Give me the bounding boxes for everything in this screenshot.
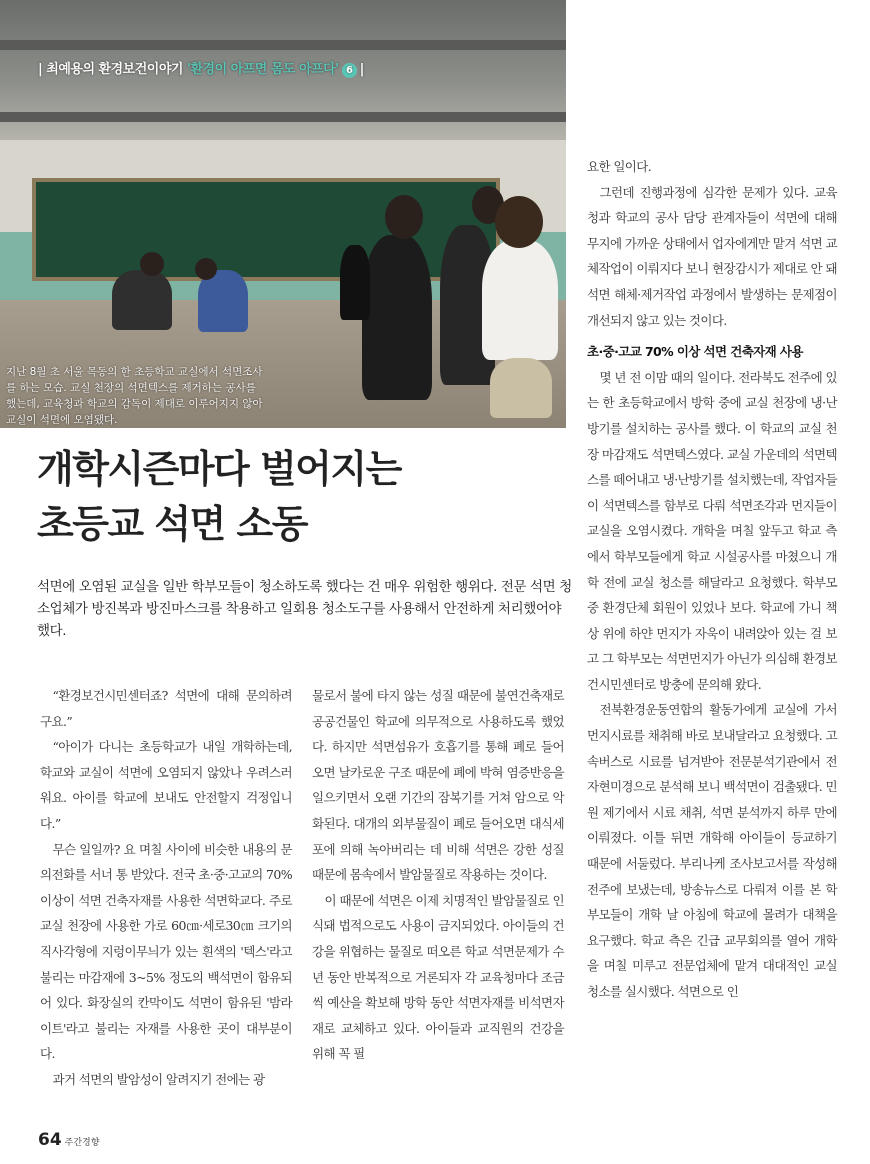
photo-blackboard — [32, 178, 500, 281]
photo-person-head — [385, 195, 423, 239]
body-paragraph: 이 때문에 석면은 이제 치명적인 발암물질로 인식돼 법적으로도 사용이 금지되었다. 아이들의 건강을 위협하는 물질로 떠오른 학교 석면문제가 수년 동안 반복적으로 거론되자 각 교육청마다 조금씩 예산을 확보해 방학 동안 석면자재를 비석면자재로 교체하고 있다. 아이들과 교직원의 건강을 위해 꼭 필 — [312, 892, 564, 1062]
photo-ceiling-beam — [0, 112, 566, 122]
series-divider: | — [38, 62, 47, 77]
headline — [37, 442, 401, 552]
series-prefix: 최예용의 환경보건이야기 — [46, 62, 183, 77]
body-paragraph: 그런데 진행과정에 심각한 문제가 있다. 교육청과 학교의 공사 담당 관계자들이 석면에 대해 무지에 가까운 상태에서 업자에게만 맡겨 석면 교체작업이 이뤄지다 보니 현장감시가 제대로 안 돼 석면 해체·제거작업 과정에서 발생하는 문제점이 개선되지 않고 있는 것이다. — [587, 184, 837, 328]
photo-ceiling-beam — [0, 40, 566, 50]
body-paragraph: “환경보건시민센터죠? 석면에 대해 문의하려구요.” — [40, 688, 292, 729]
photo-person — [112, 270, 172, 330]
section-subhead: 초·중·고교 70% 이상 석면 건축자재 사용 — [587, 344, 803, 360]
series-subtitle: '환경이 아프면 몸도 아프다' — [186, 62, 339, 77]
body-column-1 — [40, 683, 292, 1093]
body-paragraph: 무슨 일일까? 요 며칠 사이에 비슷한 내용의 문의전화를 서너 통 받았다. 전국 초·중·고교의 70% 이상이 석면 건축자재를 사용한 석면학교다. 주로 교실 천장에 사용한 가로 60㎝·세로30㎝ 크기의 직사각형에 지렁이무늬가 있는 흰색의 '텍스'라고 불리는 마감재에 3~5% 정도의 백석면이 함유되어 있다. 화장실의 칸막이도 석면이 함유된 '밤라이트'라고 불리는 자재를 사용한 곳이 대부분이다. — [40, 841, 292, 1062]
body-paragraph: 몇 년 전 이맘 때의 일이다. 전라북도 전주에 있는 한 초등학교에서 방학 중에 교실 천장에 냉·난방기를 설치하는 공사를 했다. 이 학교의 교실 천장 마감재도 석면텍스였다. 교실 가운데의 석면텍스를 떼어내고 냉·난방기를 설치했는데, 작업자들이 석면텍스를 함부로 다뤄 석면조각과 먼지들이 교실을 오염시켰다. 개학을 며칠 앞두고 학교 측에서 학부모들에게 학교 시설공사를 마쳤으니 개학 전에 교실 청소를 해달라고 요청했다. 학부모 중 환경단체 회원이 있었나 보다. 학교에 가니 책상 위에 하얀 먼지가 자욱이 내려앉아 있는 걸 보고 그 학부모는 석면먼지가 아닌가 의심해 환경보건시민센터로 방충에 문의해 왔다. — [587, 369, 837, 692]
body-paragraph: “아이가 다니는 초등학교가 내일 개학하는데, 학교와 교실이 석면에 오염되지 않았나 우려스러워요. 아이를 학교에 보내도 안전할지 걱정입니다.” — [40, 739, 292, 831]
page-footer — [38, 1130, 99, 1150]
photo-umbrella — [340, 245, 370, 320]
photo-person — [482, 240, 558, 360]
photo-caption: 지난 8월 초 서울 목동의 한 초등학교 교실에서 석면조사를 하는 모습. 교실 천장의 석면텍스를 제거하는 공사를 했는데, 교육청과 학교의 감독이 제대로 이루어지지 않아 교실이 석면에 오염됐다. — [6, 366, 263, 426]
headline-line-1: 개학시즌마다 벌어지는 — [37, 447, 401, 491]
photo-person-head — [495, 196, 543, 248]
body-paragraph: 전북환경운동연합의 활동가에게 교실에 가서 먼지시료를 채취해 바로 보내달라고 요청했다. 고속버스로 시료를 넘겨받아 전문분석기관에서 전자현미경으로 분석해 보니 백석면이 검출됐다. 민원 제기에서 시료 채취, 석면 분석까지 하루 만에 이뤄졌다. 이틀 뒤면 개학해 아이들이 등교하기 때문에 서둘렀다. 부리나케 조사보고서를 작성해 전주에 보냈는데, 방송뉴스로 다뤄져 이를 본 학부모들이 개학 날 아침에 학교에 몰려가 대책을 요구했다. 학교 측은 긴급 교무회의를 열어 개학을 며칠 미루고 전문업체에 맡겨 대대적인 교실 청소를 실시했다. 석면으로 인 — [587, 702, 837, 999]
series-banner — [38, 58, 364, 78]
series-divider: | — [359, 62, 364, 77]
photo-person-skirt — [490, 358, 552, 418]
classroom-photo — [0, 0, 566, 428]
page-number: 64 — [38, 1130, 62, 1150]
body-paragraph: 요한 일이다. — [587, 159, 652, 174]
magazine-name: 주간경향 — [64, 1138, 100, 1148]
photo-person-head — [140, 252, 164, 276]
body-column-2 — [312, 683, 564, 1067]
body-paragraph: 과거 석면의 발암성이 알려지기 전에는 광 — [52, 1071, 265, 1087]
photo-person-head — [195, 258, 217, 280]
series-number-badge: 6 — [342, 63, 357, 78]
body-column-3 — [587, 154, 837, 1005]
photo-person — [362, 235, 432, 400]
lead-paragraph: 석면에 오염된 교실을 일반 학부모들이 청소하도록 했다는 건 매우 위험한 행위다. 전문 석면 청소업체가 방진복과 방진마스크를 착용하고 일회용 청소도구를 사용해서 안전하게 처리했어야 했다. — [37, 579, 572, 639]
headline-line-2: 초등교 석면 소동 — [37, 502, 307, 546]
body-paragraph: 물로서 불에 타지 않는 성질 때문에 불연건축재로 공공건물인 학교에 의무적으로 사용하도록 했었다. 하지만 석면섬유가 호흡기를 통해 폐로 들어오면 날카로운 구조 때문에 폐에 박혀 염증반응을 일으키면서 오랜 기간의 잠복기를 거쳐 암으로 악화된다. 대개의 외부물질이 폐로 들어오면 대식세포에 의해 녹아버리는 데 비해 석면은 강한 성질 때문에 몸속에서 발암물질로 작용하는 것이다. — [312, 688, 564, 883]
